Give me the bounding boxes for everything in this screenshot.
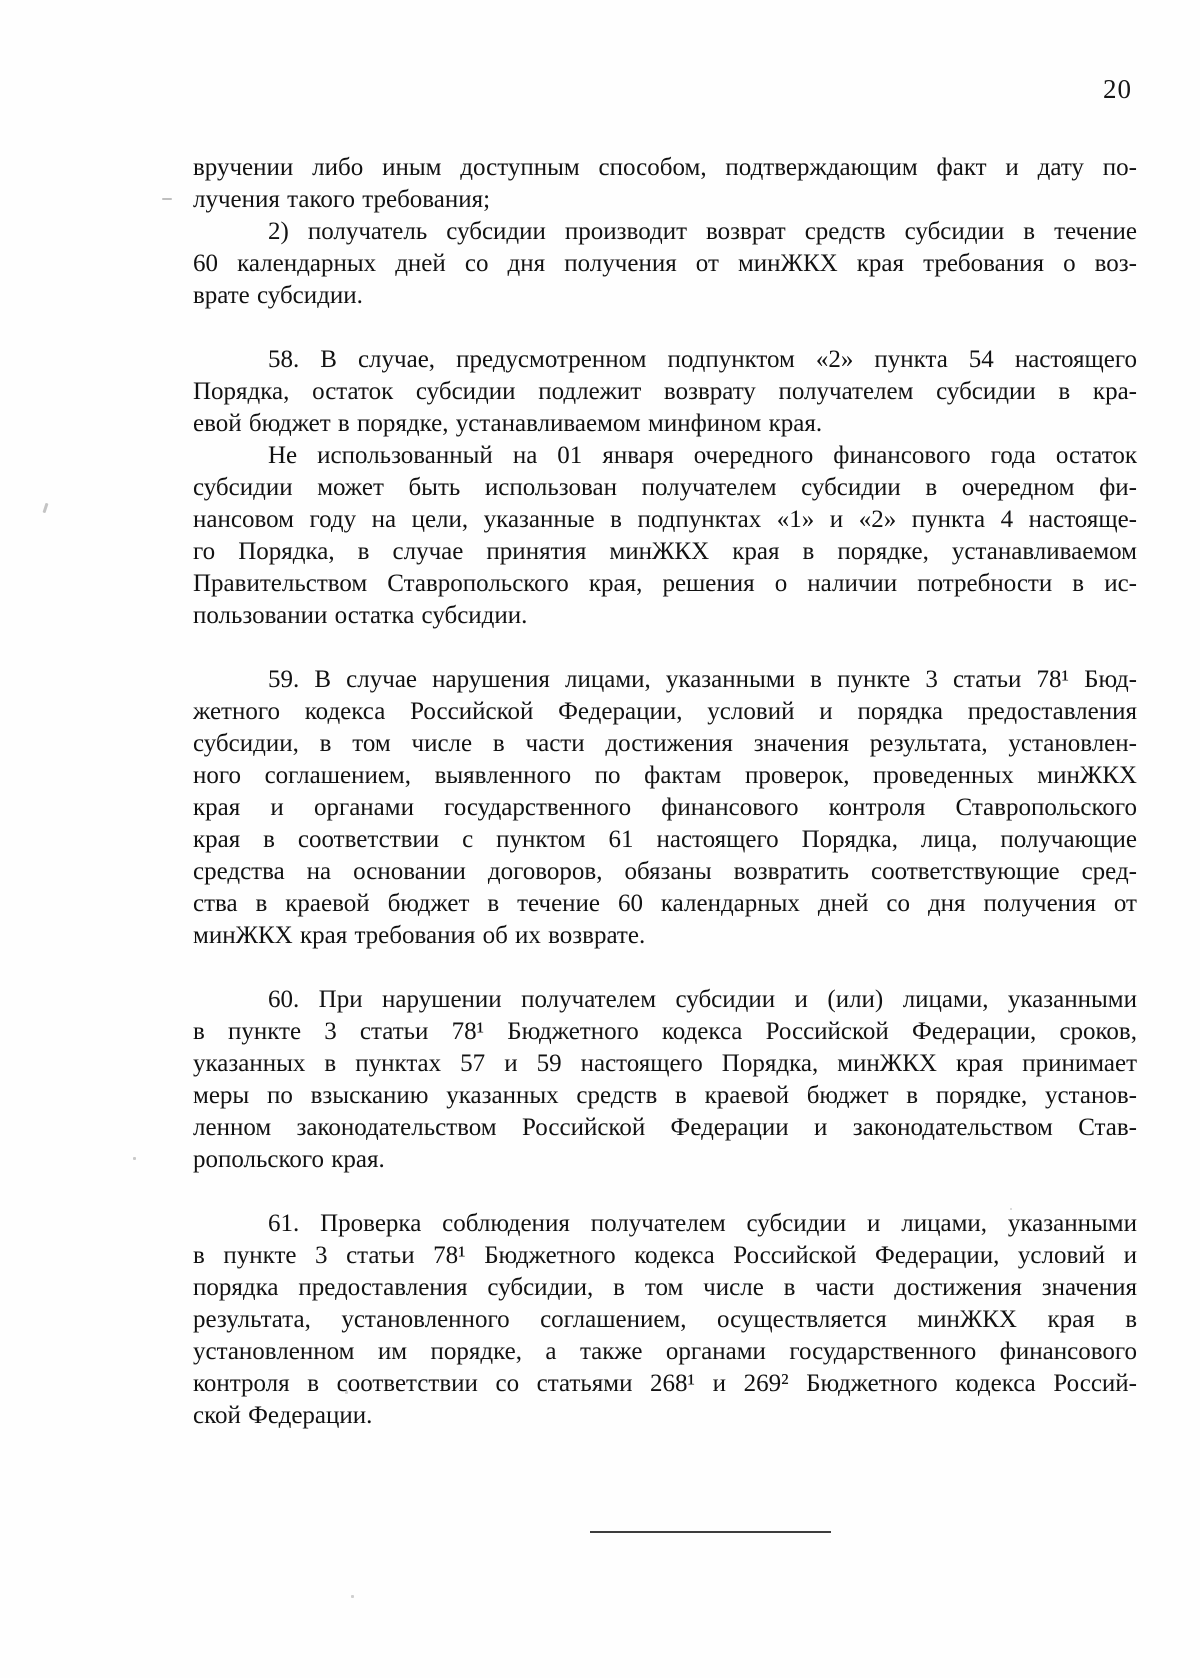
text-line: установленном им порядке, а также органами государственного финансового (193, 1338, 1137, 1365)
paragraph-61 (193, 1208, 1137, 1432)
page-number: 20 (1103, 74, 1132, 104)
paragraph-58-unused-balance (193, 440, 1137, 632)
paragraph-continuation (193, 152, 1137, 216)
text-line: результата, установленного соглашением, осуществляется минЖКХ края в (193, 1306, 1137, 1333)
text-column (193, 152, 1137, 1432)
text-line: Правительством Ставропольского края, решения о наличии потребности в ис- (193, 570, 1137, 597)
text-line: ленном законодательством Российской Федерации и законодательством Став- (193, 1114, 1137, 1141)
text-line: средства на основании договоров, обязаны возвратить соответствующие сред- (193, 858, 1137, 885)
paragraph-58 (193, 344, 1137, 440)
text-line: ного соглашением, выявленного по фактам проверок, проведенных минЖКХ (193, 762, 1137, 789)
text-line: в пункте 3 статьи 78¹ Бюджетного кодекса Российской Федерации, условий и (193, 1242, 1137, 1269)
text-line: 60 календарных дней со дня получения от минЖКХ края требования о воз- (193, 250, 1137, 277)
scan-artifact (351, 1595, 354, 1598)
scan-artifact (133, 1157, 136, 1160)
scan-artifact (43, 503, 49, 513)
text-line: евой бюджет в порядке, устанавливаемом минфином края. (193, 410, 823, 437)
text-line: меры по взысканию указанных средств в краевой бюджет в порядке, установ- (193, 1082, 1137, 1109)
text-line: врате субсидии. (193, 282, 363, 309)
text-line: 60. При нарушении получателем субсидии и (или) лицами, указанными (268, 986, 1137, 1013)
text-line: 59. В случае нарушения лицами, указанными в пункте 3 статьи 78¹ Бюд- (268, 666, 1137, 693)
text-line: субсидии может быть использован получателем субсидии в очередном фи- (193, 474, 1137, 501)
text-line: в пункте 3 статьи 78¹ Бюджетного кодекса Российской Федерации, сроков, (193, 1018, 1137, 1045)
text-line: Порядка, остаток субсидии подлежит возврату получателем субсидии в кра- (193, 378, 1137, 405)
text-line: пользовании остатка субсидии. (193, 602, 528, 629)
text-line: края и органами государственного финансового контроля Ставропольского (193, 794, 1137, 821)
scan-artifact (1010, 1208, 1012, 1210)
text-line: порядка предоставления субсидии, в том числе в части достижения значения (193, 1274, 1137, 1301)
text-line: 2) получатель субсидии производит возврат средств субсидии в течение (268, 218, 1137, 245)
text-line: лучения такого требования; (193, 186, 491, 213)
footnote-divider-line (590, 1531, 831, 1533)
text-line: вручении либо иным доступным способом, подтверждающим факт и дату по- (193, 154, 1137, 181)
text-line: ства в краевой бюджет в течение 60 календарных дней со дня получения от (193, 890, 1137, 917)
text-line: го Порядка, в случае принятия минЖКХ края в порядке, устанавливаемом (193, 538, 1137, 565)
text-line: ской Федерации. (193, 1402, 373, 1429)
text-line: указанных в пунктах 57 и 59 настоящего Порядка, минЖКХ края принимает (193, 1050, 1137, 1077)
text-line: контроля в соответствии со статьями 268¹ и 269² Бюджетного кодекса Россий- (193, 1370, 1137, 1397)
text-line: нансовом году на цели, указанные в подпунктах «1» и «2» пункта 4 настояще- (193, 506, 1137, 533)
paragraph-item-2 (193, 216, 1137, 312)
scan-artifact (345, 1391, 348, 1394)
text-line: субсидии, в том числе в части достижения значения результата, установлен- (193, 730, 1137, 757)
scan-artifact (162, 198, 172, 200)
text-line: 58. В случае, предусмотренном подпунктом «2» пункта 54 настоящего (268, 346, 1137, 373)
text-line: края в соответствии с пунктом 61 настоящего Порядка, лица, получающие (193, 826, 1137, 853)
text-line: жетного кодекса Российской Федерации, условий и порядка предоставления (193, 698, 1137, 725)
paragraph-59 (193, 664, 1137, 952)
text-line: минЖКХ края требования об их возврате. (193, 922, 646, 949)
paragraph-60 (193, 984, 1137, 1176)
text-line: ропольского края. (193, 1146, 385, 1173)
text-line: 61. Проверка соблюдения получателем субсидии и лицами, указанными (268, 1210, 1137, 1237)
text-line: Не использованный на 01 января очередного финансового года остаток (268, 442, 1137, 469)
